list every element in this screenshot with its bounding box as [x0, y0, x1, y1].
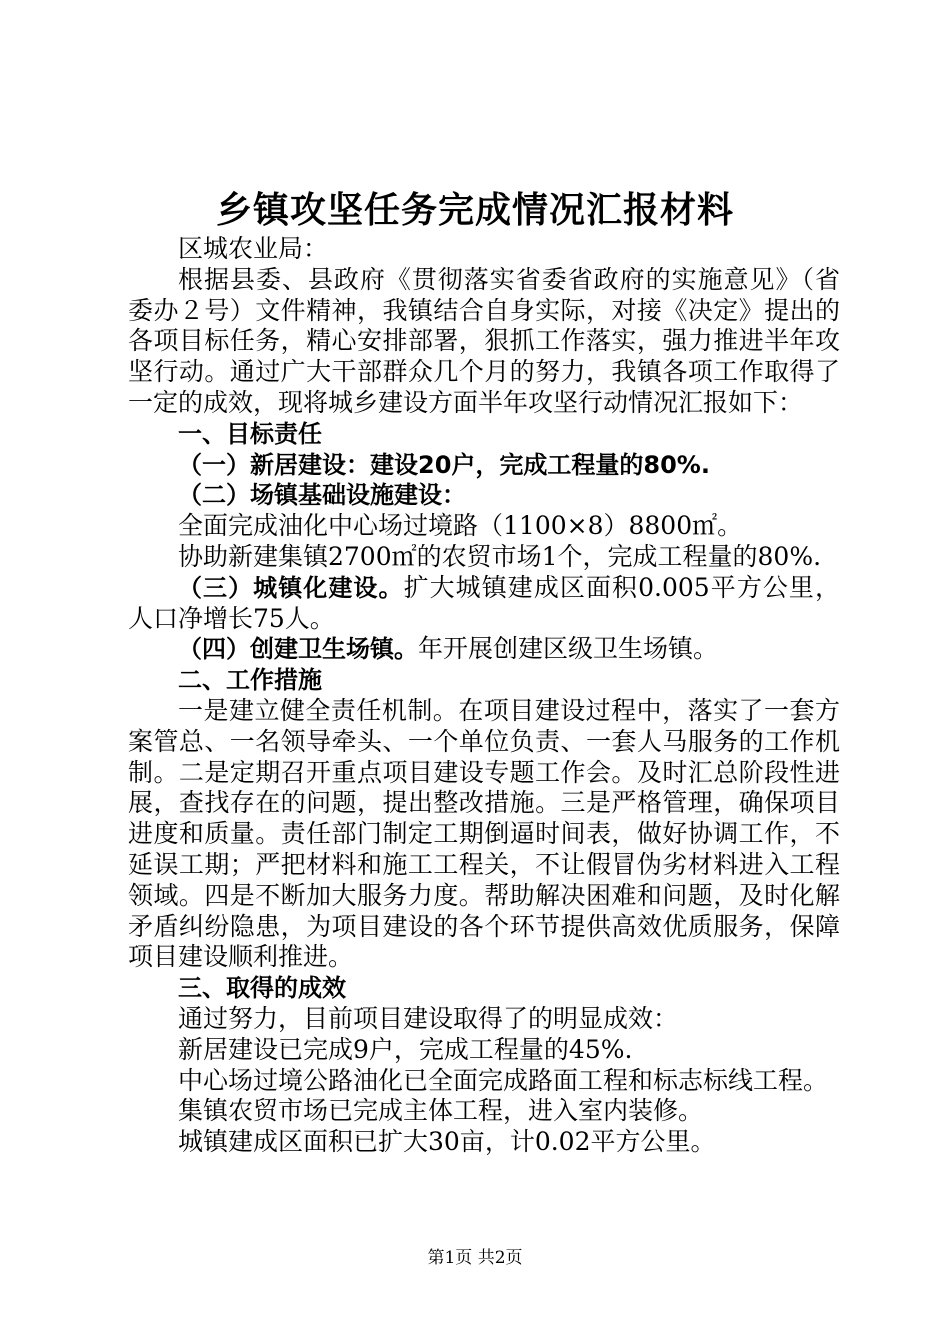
goal-item-sanitation: [128, 634, 840, 665]
goal-item-housing: （一）新居建设：建设20户，完成工程量的80%.: [178, 450, 710, 479]
sanitation-text: 年开展创建区级卫生场镇。: [418, 634, 719, 664]
urbanization-text: 扩大城镇建成区面积0.005平方公里，人口净增长75人。: [128, 572, 840, 633]
results-line-area: 城镇建成区面积已扩大30亩，计0.02平方公里。: [178, 1127, 716, 1157]
results-line-market: 集镇农贸市场已完成主体工程，进入室内装修。: [178, 1096, 704, 1126]
goal-item-infrastructure: （二）场镇基础设施建设：: [178, 481, 466, 510]
infrastructure-line-market: 协助新建集镇2700㎡的农贸市场1个，完成工程量的80%.: [178, 541, 822, 571]
infrastructure-line-road: 全面完成油化中心场过境路（1100×8）8800㎡。: [178, 511, 743, 541]
document-title: 乡镇攻坚任务完成情况汇报材料: [215, 189, 734, 231]
results-line-intro: 通过努力，目前项目建设取得了的明显成效：: [178, 1003, 679, 1033]
document-body: [128, 234, 840, 1158]
page-number-footer: 第1页 共2页: [427, 1248, 523, 1268]
section-heading-results: 三、取得的成效: [178, 974, 346, 1003]
section-heading-goals: 一、目标责任: [178, 419, 322, 448]
goal-item-urbanization: [128, 573, 840, 635]
measures-paragraph: 一是建立健全责任机制。在项目建设过程中，落实了一套方案管总、一名领导牵头、一个单位负责、一套人马服务的工作机制。二是定期召开重点项目建设专题工作会。及时汇总阶段性进展，查找存在的问题，提出整改措施。三是严格管理，确保项目进度和质量。责任部门制定工期倒逼时间表，做好协调工作，不延误工期；严把材料和施工工程关，不让假冒伪劣材料进入工程领域。四是不断加大服务力度。帮助解决困难和问题，及时化解矛盾纠纷隐患，为项目建设的各个环节提供高效优质服务，保障项目建设顺利推进。: [128, 695, 840, 972]
intro-paragraph: 根据县委、县政府《贯彻落实省委省政府的实施意见》（省委办２号）文件精神，我镇结合自身实际，对接《决定》提出的各项目标任务，精心安排部署，狠抓工作落实，强力推进半年攻坚行动。通过广大干部群众几个月的努力，我镇各项工作取得了一定的成效，现将城乡建设方面半年攻坚行动情况汇报如下：: [128, 264, 840, 417]
recipient: 区城农业局：: [178, 234, 329, 263]
urbanization-lead: （三）城镇化建设。: [178, 573, 404, 602]
section-heading-measures: 二、工作措施: [178, 666, 322, 695]
results-line-housing: 新居建设已完成9户，完成工程量的45%.: [178, 1034, 633, 1064]
sanitation-lead: （四）创建卫生场镇。: [178, 635, 418, 664]
results-line-road: 中心场过境公路油化已全面完成路面工程和标志标线工程。: [178, 1065, 829, 1095]
